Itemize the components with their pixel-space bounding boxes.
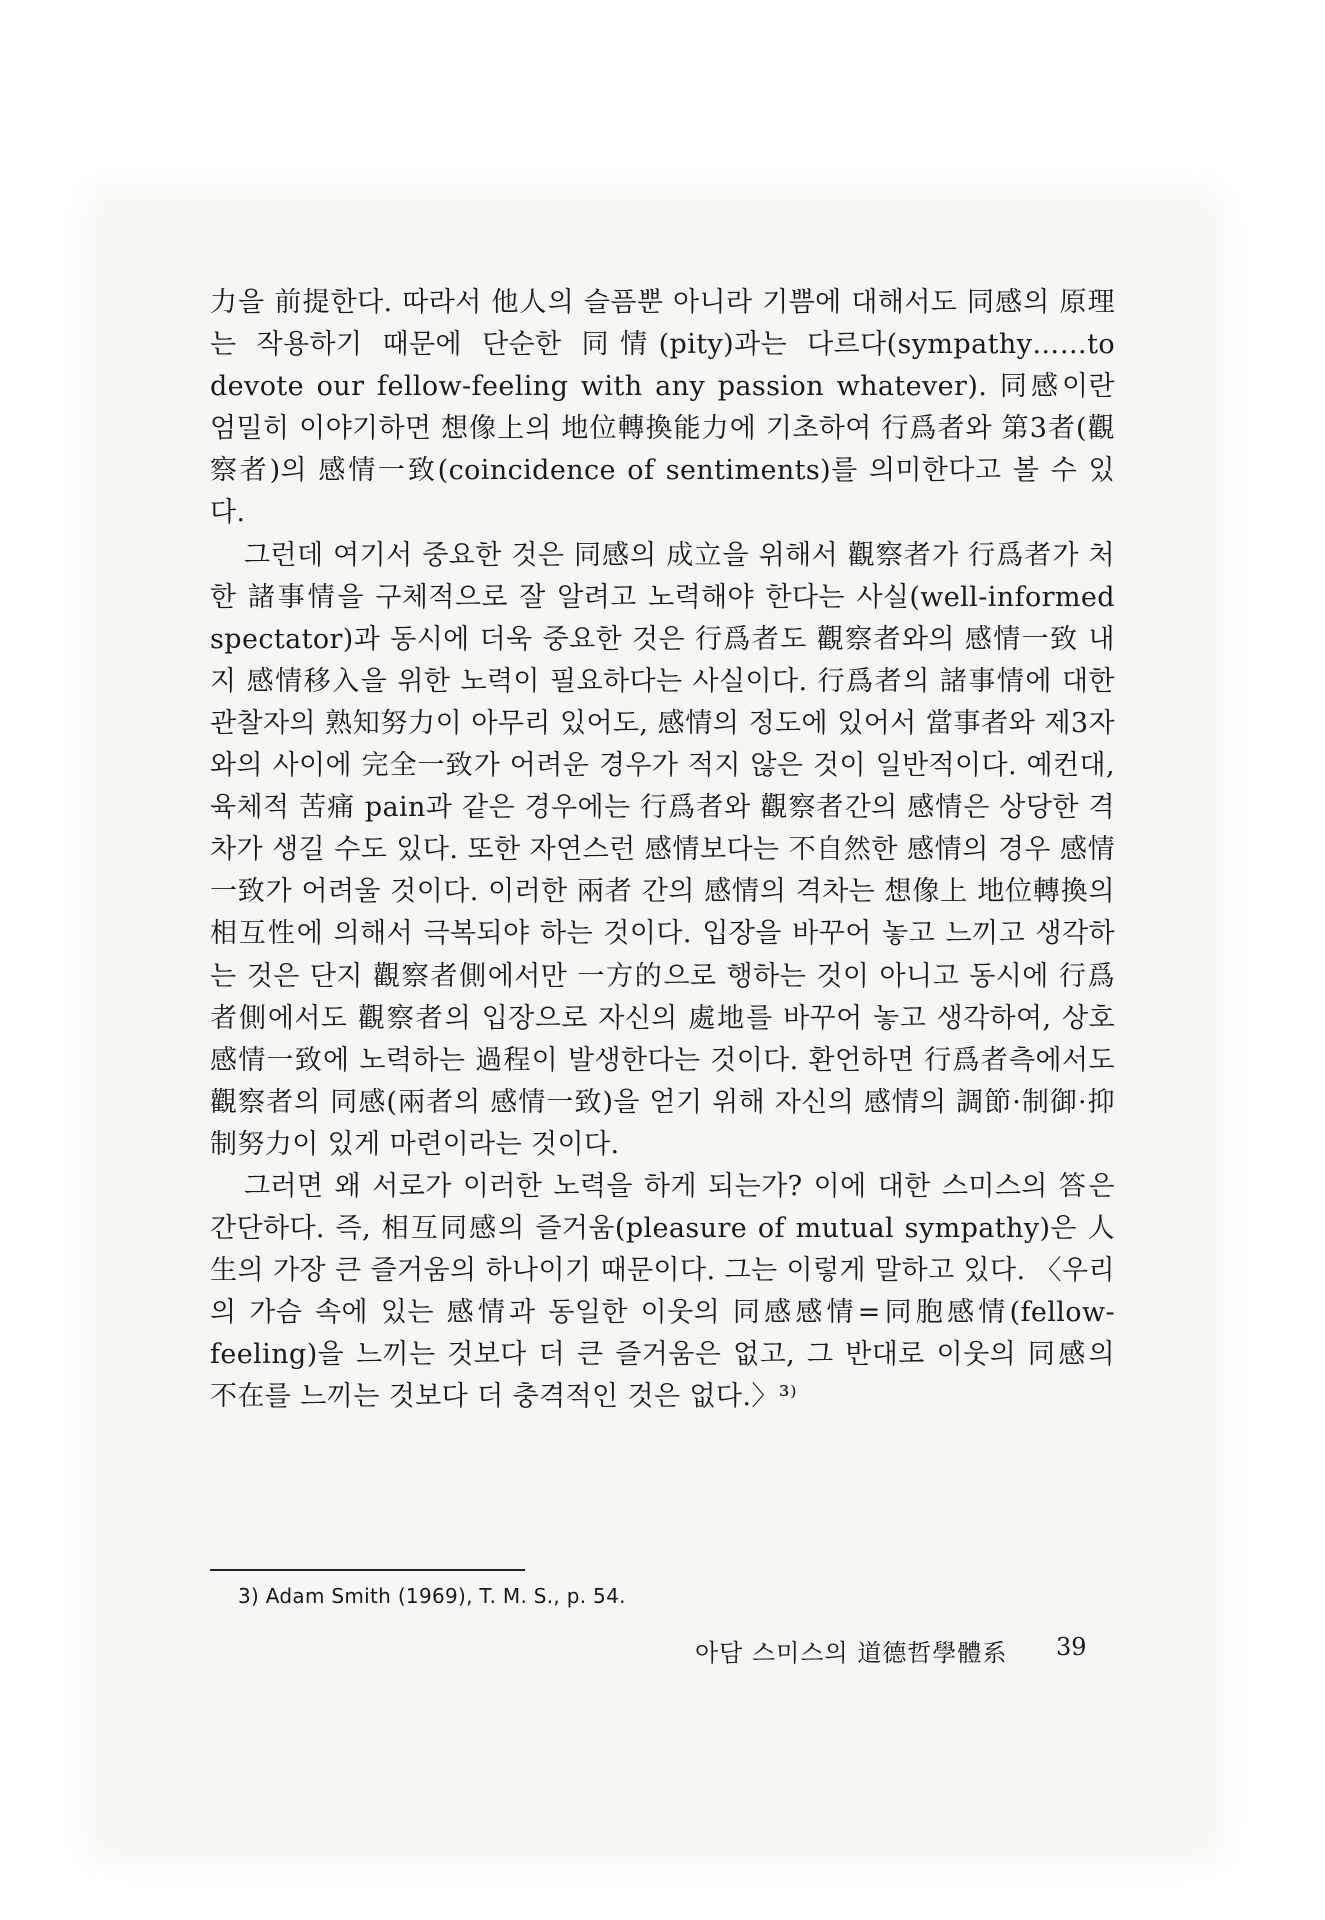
paragraph: 그러면 왜 서로가 이러한 노력을 하게 되는가? 이에 대한 스미스의 答은 간단하다. 즉, 相互同感의 즐거움(pleasure of mutual sympathy)은 人生의 가장 큰 즐거움의 하나이기 때문이다. 그는 이렇게 말하고 있다. 〈우리의 가슴 속에 있는 感情과 동일한 이웃의 同感感情=同胞感情(fellow-feeling)을 느끼는 것보다 더 큰 즐거움은 없고, 그 반대로 이웃의 同感의 不在를 느끼는 것보다 더 충격적인 것은 없다.〉³⁾ [210, 1170, 1115, 1413]
paragraph: 그런데 여기서 중요한 것은 同感의 成立을 위해서 觀察者가 行爲者가 처한 諸事情을 구체적으로 잘 알려고 노력해야 한다는 사실(well-informed spectator)과 동시에 더욱 중요한 것은 行爲者도 觀察者와의 感情一致 내지 感情移入을 위한 노력이 필요하다는 사실이다. 行爲者의 諸事情에 대한 관찰자의 熟知努力이 아무리 있어도, 感情의 정도에 있어서 當事者와 제3자와의 사이에 完全一致가 어려운 경우가 적지 않은 것이 일반적이다. 예컨대, 육체적 苦痛 pain과 같은 경우에는 行爲者와 觀察者간의 感情은 상당한 격차가 생길 수도 있다. 또한 자연스런 感情보다는 不自然한 感情의 경우 感情一致가 어려울 것이다. 이러한 兩者 간의 感情의 격차는 想像上 地位轉換의 相互性에 의해서 극복되야 하는 것이다. 입장을 바꾸어 놓고 느끼고 생각하는 것은 단지 觀察者側에서만 一方的으로 행하는 것이 아니고 동시에 行爲者側에서도 觀察者의 입장으로 자신의 處地를 바꾸어 놓고 생각하여, 상호 感情一致에 노력하는 過程이 발생한다는 것이다. 환언하면 行爲者측에서도 觀察者의 同感(兩者의 感情一致)을 얻기 위해 자신의 感情의 調節·制御·抑制努力이 있게 마련이라는 것이다. [210, 539, 1115, 1160]
running-title: 아담 스미스의 道德哲學體系 [695, 1639, 1008, 1667]
body-text [210, 282, 1115, 1419]
footnote: 3) Adam Smith (1969), T. M. S., p. 54. [238, 1584, 626, 1608]
paragraph: 力을 前提한다. 따라서 他人의 슬픔뿐 아니라 기쁨에 대해서도 同感의 原理는 작용하기 때문에 단순한 同情(pity)과는 다르다(sympathy……to devote our fellow-feeling with any passion whatever). 同感이란 엄밀히 이야기하면 想像上의 地位轉換能力에 기초하여 行爲者와 第3者(觀察者)의 感情一致(coincidence of sentiments)를 의미한다고 볼 수 있다. [210, 287, 1115, 529]
footnote-divider [210, 1569, 525, 1571]
page-number: 39 [1056, 1633, 1087, 1661]
